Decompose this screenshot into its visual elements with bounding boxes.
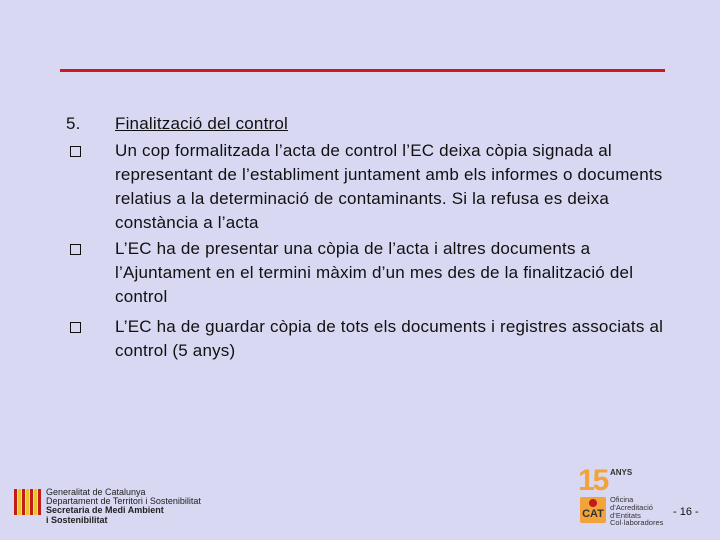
bullet-item bbox=[66, 139, 676, 235]
anniversary-number: 15 bbox=[578, 464, 608, 497]
cat-logo-icon: CAT bbox=[580, 497, 606, 523]
oficina-line: d’Acreditació bbox=[610, 502, 653, 512]
square-bullet-icon bbox=[70, 244, 81, 255]
page-number: - 16 - bbox=[673, 506, 699, 518]
bullet-text: L’EC ha de presentar una còpia de l’acta i altres documents a l’Ajuntament en el termini màxim d’un mes des de la finalització del control bbox=[115, 239, 634, 306]
generalitat-line: Departament de Territori i Sostenibilitat bbox=[46, 496, 201, 507]
generalitat-line: Generalitat de Catalunya bbox=[46, 487, 146, 497]
bullet-text: Un cop formalitzada l’acta de control l’EC deixa còpia signada al representant de l’establiment juntament amb els informes o documents relatius a la determinació de contaminants. Si la refusa es deixa constància a l’acta bbox=[115, 141, 663, 232]
square-bullet-icon bbox=[70, 322, 81, 333]
bullet-item bbox=[66, 315, 676, 363]
oficina-line: Oficina bbox=[610, 495, 634, 504]
generalitat-line: i Sostenibilitat bbox=[46, 514, 108, 525]
oficina-line: d’Entitats bbox=[610, 510, 641, 520]
oficina-line: Col·laboradores bbox=[610, 518, 664, 528]
square-bullet-icon bbox=[70, 146, 81, 157]
section-heading-row bbox=[66, 112, 676, 136]
bullet-item bbox=[66, 237, 676, 309]
title-divider bbox=[60, 69, 665, 72]
senyera-icon bbox=[14, 489, 41, 515]
anniversary-label: ANYS bbox=[610, 468, 633, 477]
bullet-text: L’EC ha de guardar còpia de tots els documents i registres associats al control (5 anys) bbox=[115, 317, 664, 360]
generalitat-logo bbox=[14, 488, 201, 525]
section-heading: Finalització del control bbox=[115, 114, 288, 133]
generalitat-line: Secretaria de Medi Ambient bbox=[46, 505, 164, 516]
section-number: 5. bbox=[66, 114, 81, 133]
